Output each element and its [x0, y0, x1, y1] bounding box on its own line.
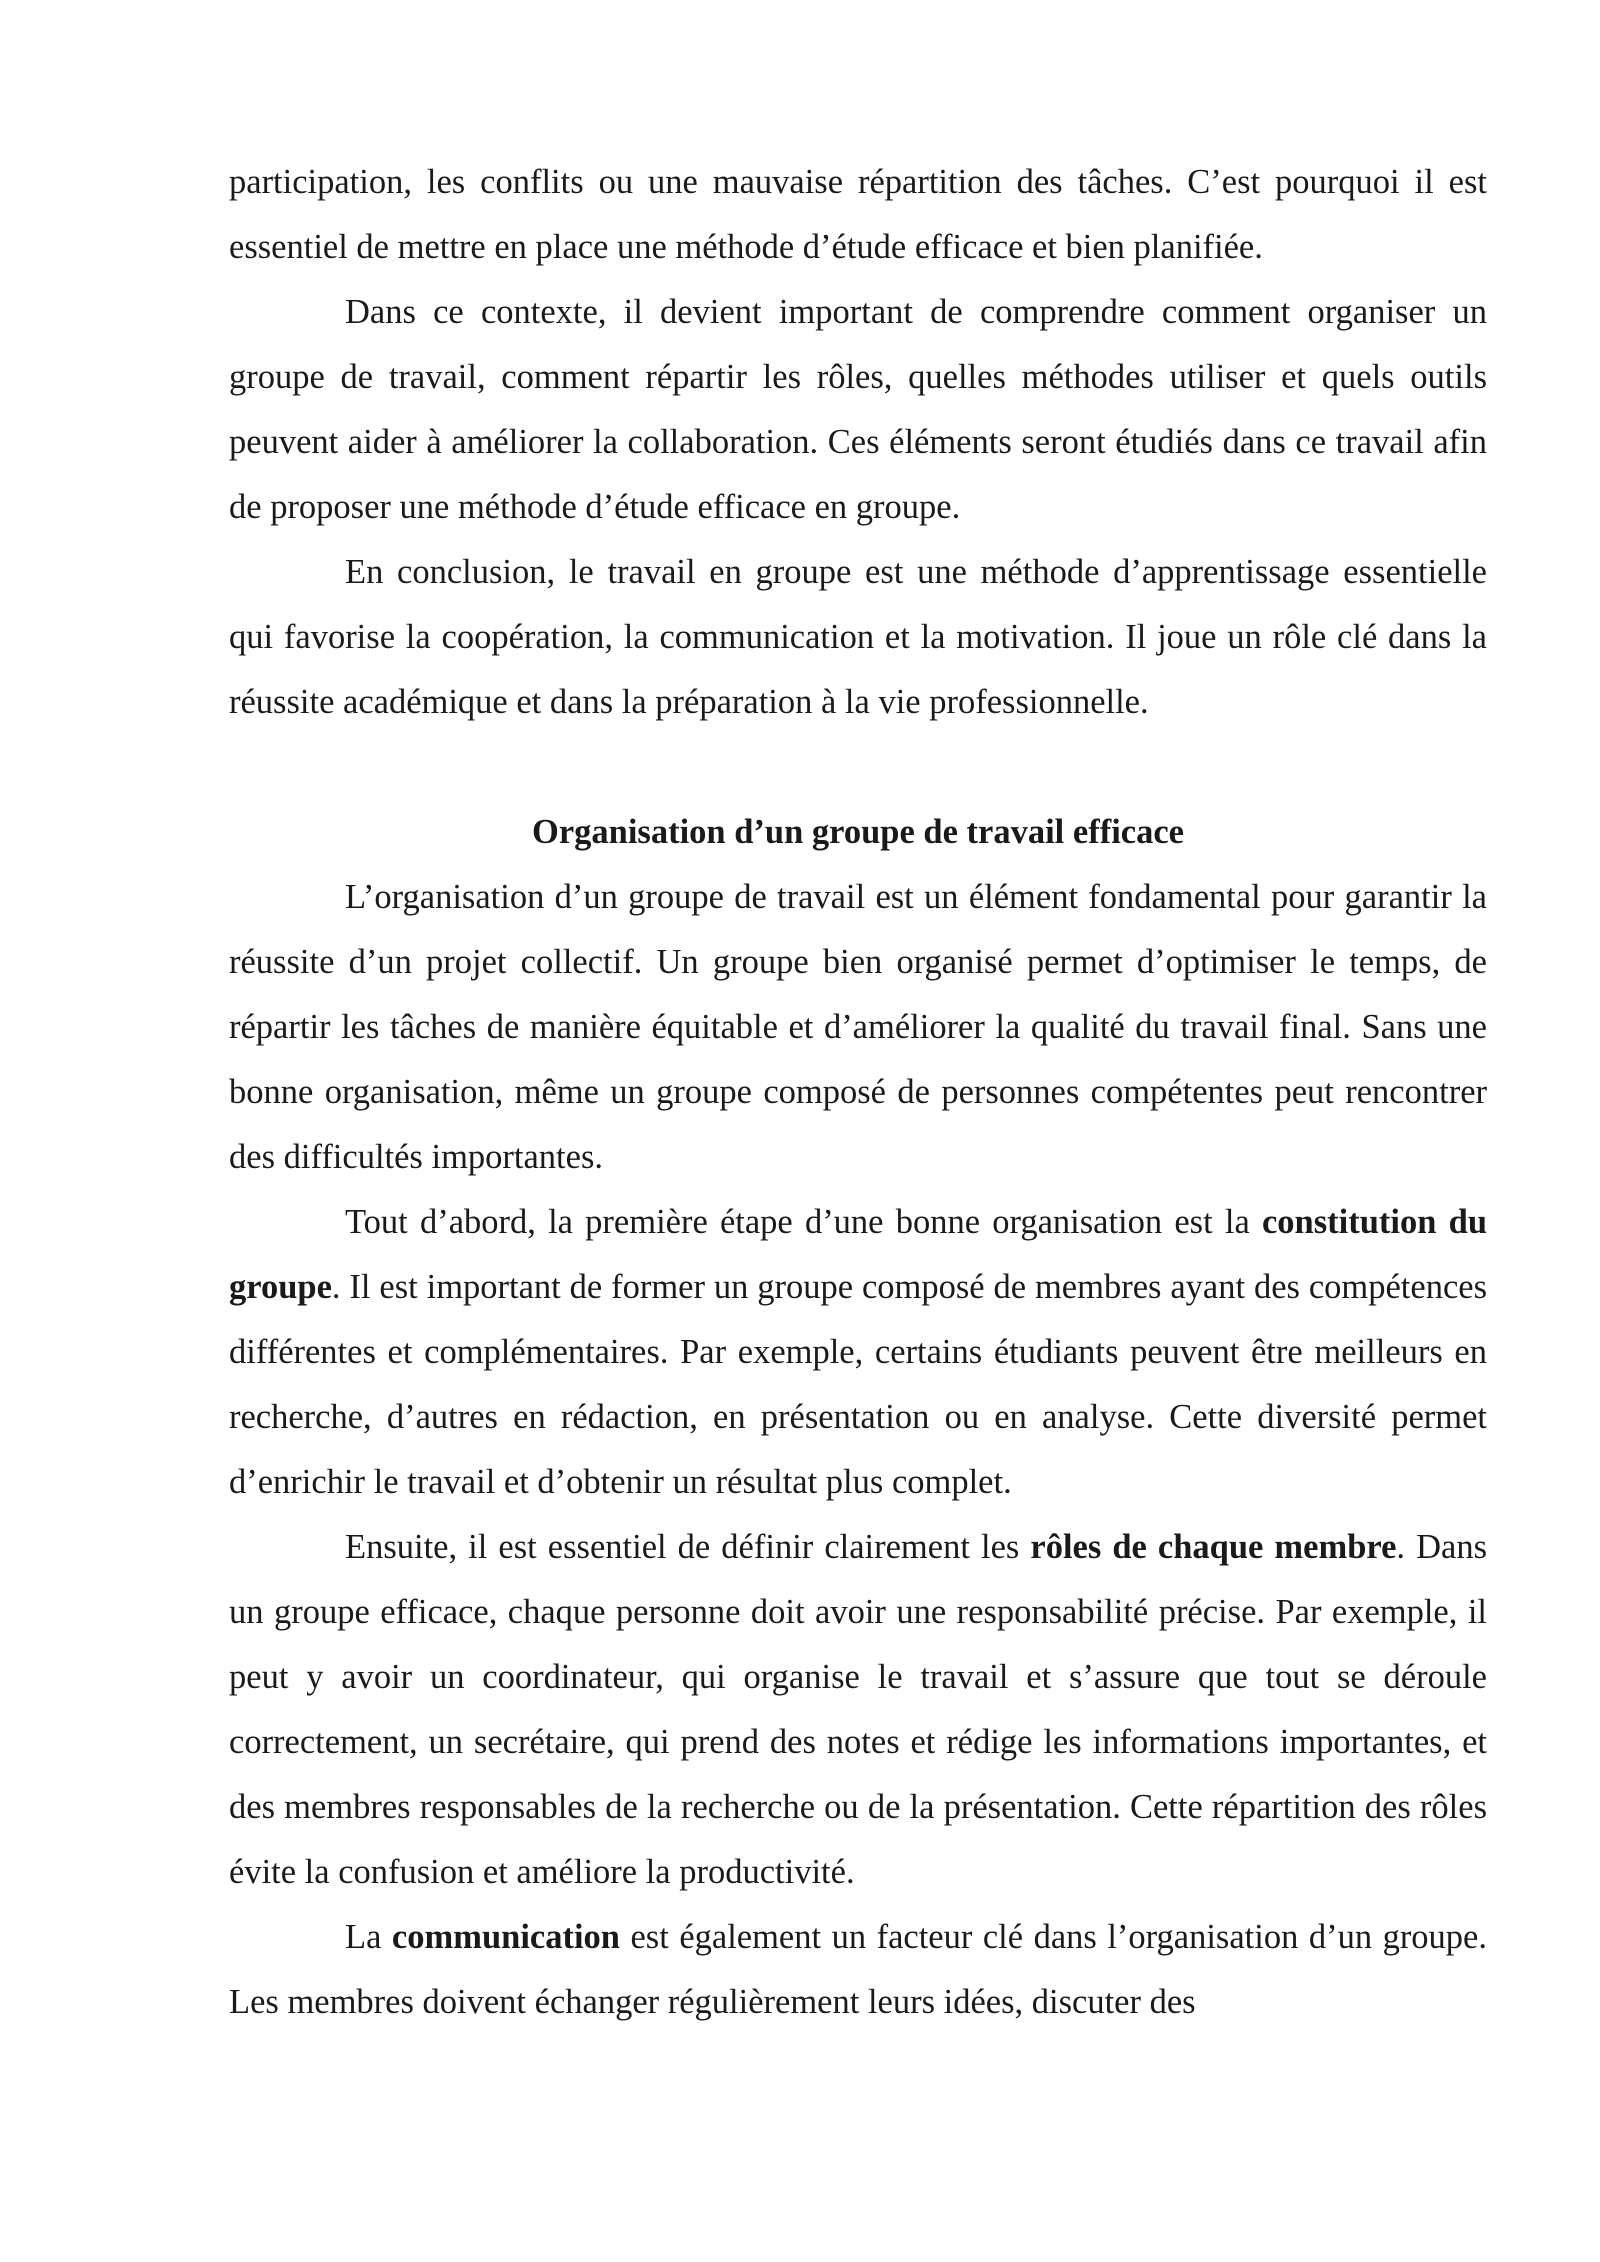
paragraph-intro-continuation: participation, les conflits ou une mauvaise répartition des tâches. C’est pourquoi il est essentiel de mettre en place une méthode d’étude efficace et bien planifiée.: [229, 163, 1487, 266]
paragraph-communication: [229, 1905, 1487, 2035]
paragraph-roles: [229, 1515, 1487, 1905]
paragraph-context: Dans ce contexte, il devient important de comprendre comment organiser un groupe de travail, comment répartir les rôles, quelles méthodes utiliser et quels outils peuvent aider à améliorer la collaboration. Ces éléments seront étudiés dans ce travail afin de proposer une méthode d’étude efficace en groupe.: [229, 293, 1487, 526]
paragraph-roles-text-end: . Dans un groupe efficace, chaque personne doit avoir une responsabilité précise. Par exemple, il peut y avoir un coordinateur, qui organise le travail et s’assure que tout se déroule correctement, un secrétaire, qui prend des notes et rédige les informations importantes, et des membres responsables de la recherche ou de la présentation. Cette répartition des rôles évite la confusion et améliore la productivité.: [229, 1528, 1488, 1891]
bold-term-constitution: constitution du groupe: [229, 1203, 1488, 1306]
bold-term-roles: rôles de chaque membre: [1030, 1528, 1397, 1566]
paragraph-conclusion: En conclusion, le travail en groupe est une méthode d’apprentissage essentielle qui favorise la coopération, la communication et la motivation. Il joue un rôle clé dans la réussite académique et dans la préparation à la vie professionnelle.: [229, 553, 1487, 721]
paragraph-constitution-text-end: . Il est important de former un groupe composé de membres ayant des compétences différentes et complémentaires. Par exemple, certains étudiants peuvent être meilleurs en recherche, d’autres en rédaction, en présentation ou en analyse. Cette diversité permet d’enrichir le travail et d’obtenir un résultat plus complet.: [229, 1268, 1487, 1501]
paragraph-roles-text-start: Ensuite, il est essentiel de définir clairement les: [345, 1528, 1031, 1566]
paragraph-constitution-text-start: Tout d’abord, la première étape d’une bonne organisation est la: [345, 1203, 1262, 1241]
paragraph-organisation: L’organisation d’un groupe de travail est un élément fondamental pour garantir la réussite d’un projet collectif. Un groupe bien organisé permet d’optimiser le temps, de répartir les tâches de manière équitable et d’améliorer la qualité du travail final. Sans une bonne organisation, même un groupe composé de personnes compétentes peut rencontrer des difficultés importantes.: [229, 878, 1487, 1176]
paragraph-constitution: [229, 1190, 1487, 1515]
section-heading: Organisation d’un groupe de travail efficace: [532, 813, 1184, 851]
bold-term-communication: communication: [391, 1918, 620, 1956]
document-body: [229, 150, 1487, 2035]
paragraph-communication-text-start: La: [345, 1918, 392, 1956]
paragraph-communication-text-end: est également un facteur clé dans l’organisation d’un groupe. Les membres doivent échanger régulièrement leurs idées, discuter des: [229, 1918, 1487, 2021]
